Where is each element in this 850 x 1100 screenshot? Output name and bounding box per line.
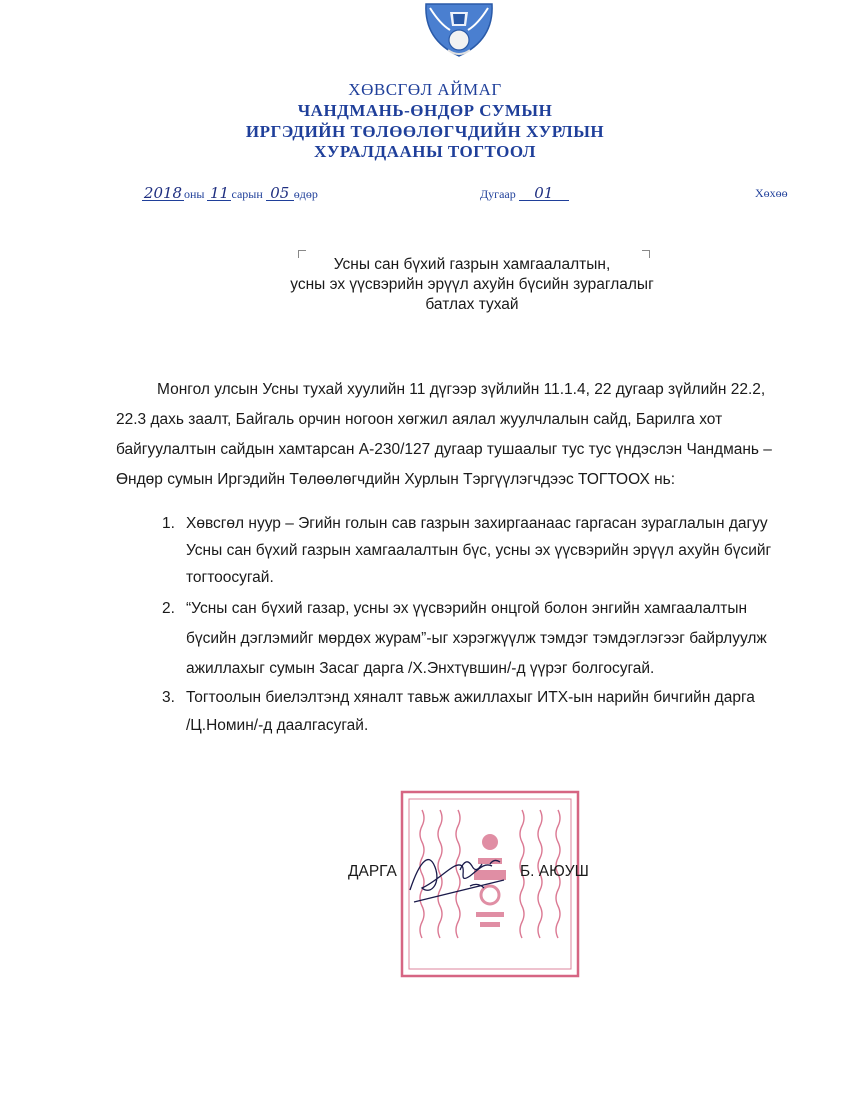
subject-line-3: батлах тухай bbox=[425, 296, 519, 313]
decision-line: ажиллахыг сумын Засаг дарга /Х.Энхтүвшин/-д үүрэг болгосугай. bbox=[186, 660, 655, 677]
date-year-suffix: оны bbox=[184, 187, 205, 201]
decision-line: Хөвсгөл нуур – Эгийн голын сав газрын захиргаанаас гаргасан зураглалын дагуу bbox=[186, 515, 768, 532]
date-day: 05 bbox=[266, 186, 294, 201]
decision-number: 1. bbox=[162, 515, 175, 532]
subject-line-2: усны эх үүсвэрийн эрүүл ахуйн бүсийн зураглалыг bbox=[290, 276, 654, 293]
decision-line: Усны сан бүхий газрын хамгаалалтын бүс, усны эх үүсвэрийн эрүүл ахуйн бүсийг bbox=[186, 542, 772, 559]
date-line bbox=[142, 186, 318, 202]
decision-number: 2. bbox=[162, 600, 175, 617]
subject-line-1: Усны сан бүхий газрын хамгаалалтын, bbox=[333, 256, 611, 273]
signatory-title: ДАРГА bbox=[348, 863, 397, 880]
preamble-line: Өндөр сумын Иргэдийн Төлөөлөгчдийн Хурлын Тэргүүлэгчдээс ТОГТООХ нь: bbox=[116, 471, 676, 488]
date-year: 2018 bbox=[143, 184, 183, 202]
date-month: 11 bbox=[207, 186, 231, 201]
sum-name: ЧАНДМАНЬ-ӨНДӨР СУМЫН bbox=[297, 101, 553, 120]
preamble-line: 22.3 дахь заалт, Байгаль орчин ногоон хөгжил аялал жуулчлалын сайд, Барилга хот bbox=[116, 411, 723, 428]
preamble-line: байгуулалтын сайдын хамтарсан А-230/127 дугаар тушаалыг тус тус үндэслэн Чандмань – bbox=[116, 441, 772, 458]
khural-name: ИРГЭДИЙН ТӨЛӨӨЛӨГЧДИЙН ХУРЛЫН bbox=[245, 122, 605, 141]
decision-line: “Усны сан бүхий газар, усны эх үүсвэрийн онцгой болон энгийн хамгаалалтын bbox=[186, 600, 748, 617]
date-month-suffix: сарын bbox=[231, 187, 263, 201]
aimag-name: ХӨВСГӨЛ АЙМАГ bbox=[348, 80, 502, 99]
handwritten-signature-icon bbox=[400, 840, 520, 910]
number-line bbox=[480, 186, 569, 202]
decision-number: 3. bbox=[162, 689, 175, 706]
document-number: 01 bbox=[519, 186, 569, 201]
decision-line: Тогтоолын биелэлтэнд хяналт тавьж ажиллахыг ИТХ-ын нарийн бичгийн дарга bbox=[186, 689, 755, 706]
signatory-name: Б. АЮУШ bbox=[520, 863, 589, 880]
document-title: ХУРАЛДААНЫ ТОГТООЛ bbox=[314, 142, 536, 161]
decision-line: бүсийн дэглэмийг мөрдөх журам”-ыг хэрэгжүүлж тэмдэг тэмдэглэгээг байрлуулж bbox=[186, 630, 767, 647]
state-emblem-icon bbox=[420, 0, 498, 60]
decision-line: /Ц.Номин/-д даалгасугай. bbox=[186, 717, 369, 734]
decision-line: тогтоосугай. bbox=[186, 569, 274, 586]
number-label: Дугаар bbox=[480, 187, 516, 201]
preamble-line: Монгол улсын Усны тухай хуулийн 11 дүгээр зүйлийн 11.1.4, 22 дугаар зүйлийн 22.2, bbox=[157, 381, 766, 398]
date-day-suffix: өдөр bbox=[293, 187, 318, 201]
place-name: Хөхөө bbox=[755, 186, 788, 200]
